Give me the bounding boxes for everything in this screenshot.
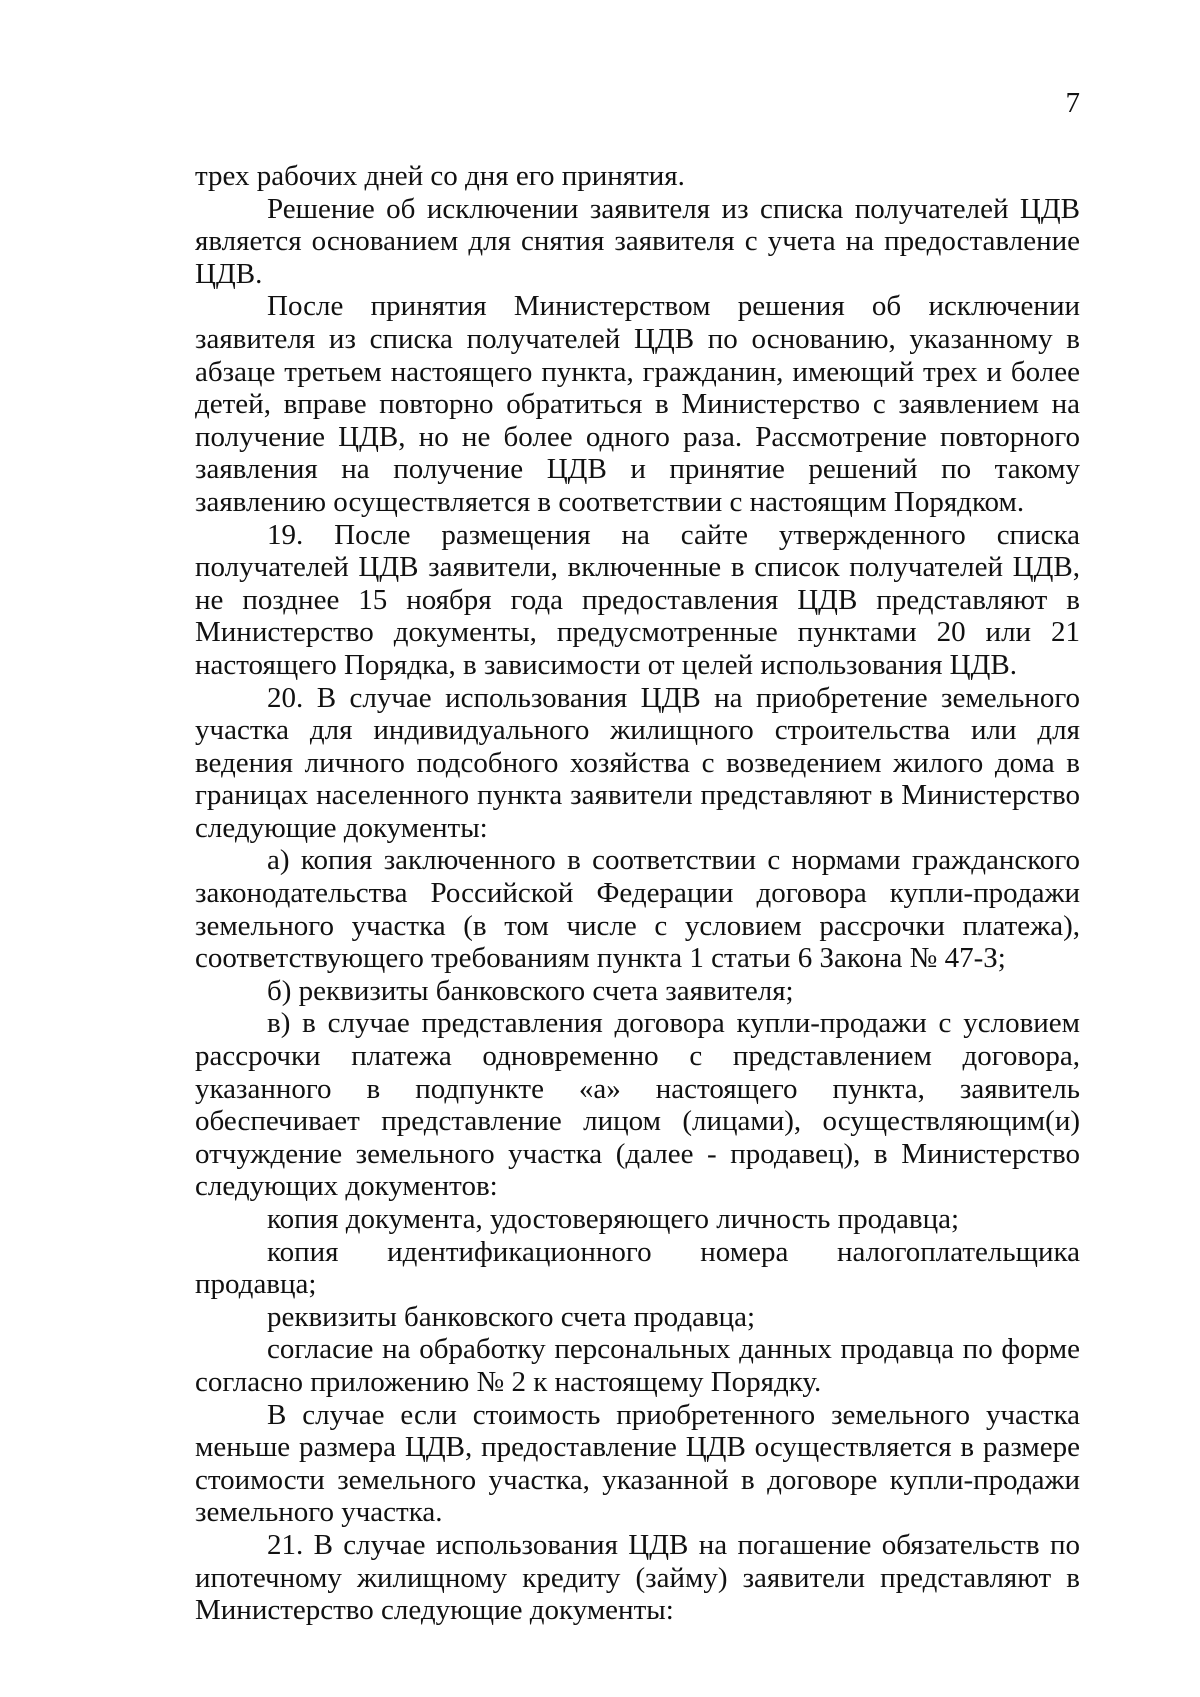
paragraph-seller-id-copy: копия документа, удостоверяющего личность продавца; [267, 1203, 960, 1235]
page-number: 7 [1065, 87, 1080, 119]
document-body [195, 160, 1080, 1627]
paragraph-repeat-application: После принятия Министерством решения об исключении заявителя из списка получателей ЦДВ по основанию, указанному в абзаце третьем настоящего пункта, гражданин, имеющий трех и более детей, вправе повторно обратиться в Министерство с заявлением на получение ЦДВ, но не более одного раза. Рассмотрение повторного заявления на получение ЦДВ и принятие решений по такому заявлению осуществляется в соответствии с настоящим Порядком. [195, 290, 1080, 518]
paragraph-item-b: б) реквизиты банковского счета заявителя; [267, 974, 794, 1007]
paragraph-seller-tin-copy: копия идентификационного номера налогоплательщика продавца; [195, 1235, 1080, 1301]
paragraph-item-v: в) в случае представления договора купли-продажи с условием рассрочки платежа одновременно с представлением договора, указанного в подпункте «а» настоящего пункта, заявитель обеспечивает представление лицом (лицами), осуществляющим(и) отчуждение земельного участка (далее - продавец), в Министерство следующих документов: [195, 1007, 1080, 1203]
paragraph-seller-consent: согласие на обработку персональных данных продавца по форме согласно приложению № 2 к настоящему Порядку. [195, 1333, 1080, 1398]
paragraph-continuation: трех рабочих дней со дня его принятия. [195, 160, 685, 192]
paragraph-item-a: а) копия заключенного в соответствии с нормами гражданского законодательства Российской Федерации договора купли-продажи земельного участка (в том числе с условием рассрочки платежа), соответствующего требованиям пункта 1 статьи 6 Закона № 47-З; [195, 844, 1080, 975]
paragraph-cost-less-than-cdv: В случае если стоимость приобретенного земельного участка меньше размера ЦДВ, предоставление ЦДВ осуществляется в размере стоимости земельного участка, указанной в договоре купли-продажи земельного участка. [195, 1398, 1080, 1529]
paragraph-clause-19: 19. После размещения на сайте утвержденного списка получателей ЦДВ заявители, включенные в список получателей ЦДВ, не позднее 15 ноября года предоставления ЦДВ представляют в Министерство документы, предусмотренные пунктами 20 или 21 настоящего Порядка, в зависимости от целей использования ЦДВ. [195, 518, 1080, 681]
paragraph-clause-20: 20. В случае использования ЦДВ на приобретение земельного участка для индивидуального жилищного строительства или для ведения личного подсобного хозяйства с возведением жилого дома в границах населенного пункта заявители представляют в Министерство следующие документы: [195, 681, 1080, 844]
paragraph-exclusion-decision: Решение об исключении заявителя из списка получателей ЦДВ является основанием для снятия заявителя с учета на предоставление ЦДВ. [195, 192, 1080, 290]
paragraph-clause-21: 21. В случае использования ЦДВ на погашение обязательств по ипотечному жилищному кредиту (займу) заявители представляют в Министерство следующие документы: [195, 1528, 1080, 1627]
paragraph-seller-bank-details: реквизиты банковского счета продавца; [267, 1300, 756, 1333]
